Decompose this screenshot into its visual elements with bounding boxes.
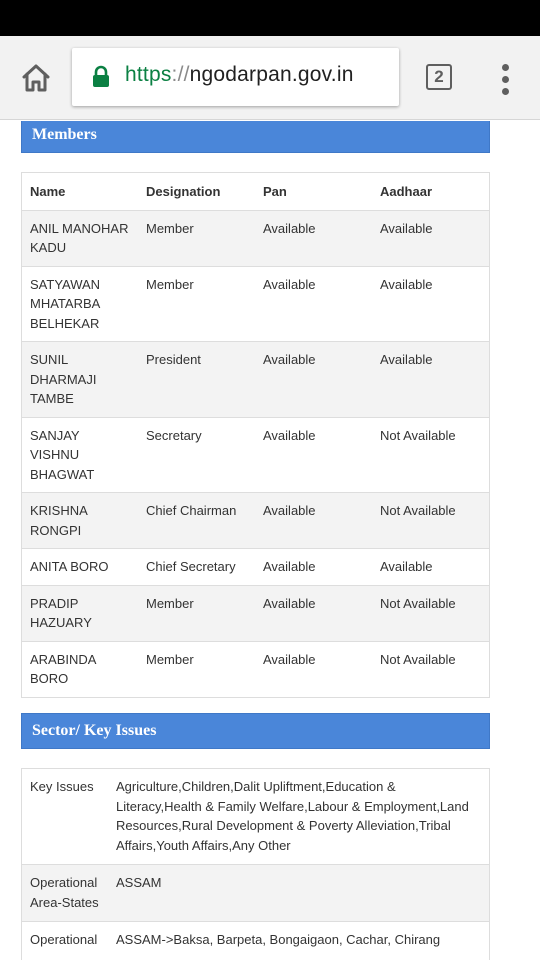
home-button[interactable]	[16, 58, 56, 98]
sector-value: ASSAM->Baksa, Barpeta, Bongaigaon, Cachar, Chirang	[108, 922, 489, 959]
table-row	[22, 210, 489, 266]
table-row	[22, 493, 489, 549]
table-row	[22, 865, 489, 922]
member-name: ANIL MANOHAR KADU	[22, 210, 138, 266]
sector-label: Key Issues	[30, 779, 94, 794]
members-table-box	[21, 172, 490, 698]
member-pan: Available	[255, 210, 372, 266]
member-name: SANJAY VISHNU BHAGWAT	[22, 417, 138, 493]
member-aadhaar: Not Available	[372, 641, 489, 697]
member-name: SATYAWAN MHATARBA BELHEKAR	[22, 266, 138, 342]
tab-count: 2	[426, 64, 452, 90]
member-pan: Available	[255, 417, 372, 493]
member-name: SUNIL DHARMAJI TAMBE	[22, 342, 138, 418]
sector-label: Operational	[22, 922, 108, 959]
page-content[interactable]	[0, 121, 540, 960]
member-pan: Available	[255, 493, 372, 549]
sector-table	[22, 769, 489, 959]
url-separator: ://	[171, 63, 190, 86]
member-name: ARABINDA BORO	[22, 641, 138, 697]
member-aadhaar: Not Available	[372, 585, 489, 641]
member-aadhaar: Available	[372, 210, 489, 266]
member-designation: Secretary	[138, 417, 255, 493]
member-designation: Member	[138, 641, 255, 697]
table-row	[22, 769, 489, 865]
table-row	[22, 641, 489, 697]
member-designation: Member	[138, 266, 255, 342]
members-header: Members	[21, 121, 490, 153]
member-designation: Chief Chairman	[138, 493, 255, 549]
url-host: ngodarpan.gov.in	[189, 63, 354, 86]
member-aadhaar: Available	[372, 266, 489, 342]
table-row	[22, 417, 489, 493]
lock-icon	[92, 65, 110, 87]
column-header-designation: Designation	[146, 184, 221, 199]
address-bar[interactable]	[72, 48, 399, 106]
table-row	[22, 585, 489, 641]
member-pan: Available	[255, 266, 372, 342]
member-aadhaar: Available	[372, 549, 489, 586]
overflow-menu-button[interactable]	[496, 62, 516, 96]
member-designation: Chief Secretary	[138, 549, 255, 586]
member-designation: Member	[138, 585, 255, 641]
column-header-pan: Pan	[263, 184, 287, 199]
status-bar	[0, 0, 540, 36]
table-row	[22, 549, 489, 586]
member-name: KRISHNA RONGPI	[22, 493, 138, 549]
member-name: PRADIP HAZUARY	[22, 585, 138, 641]
sector-key-issues-header: Sector/ Key Issues	[21, 713, 490, 749]
member-designation: President	[138, 342, 255, 418]
member-aadhaar: Not Available	[372, 417, 489, 493]
member-pan: Available	[255, 641, 372, 697]
members-table-header	[22, 173, 489, 210]
member-designation: Member	[138, 210, 255, 266]
browser-toolbar	[0, 36, 540, 120]
member-pan: Available	[255, 549, 372, 586]
sector-label: Operational Area-States	[22, 865, 108, 922]
member-aadhaar: Available	[372, 342, 489, 418]
members-table	[22, 173, 489, 697]
table-row	[22, 922, 489, 959]
sector-table-box	[21, 768, 490, 960]
sector-value: ASSAM	[108, 865, 489, 922]
member-pan: Available	[255, 342, 372, 418]
column-header-name: Name	[30, 184, 66, 199]
url-scheme: https	[125, 63, 172, 86]
tab-switcher-button[interactable]	[426, 64, 456, 94]
table-row	[22, 266, 489, 342]
url-text	[125, 63, 354, 87]
member-pan: Available	[255, 585, 372, 641]
member-name: ANITA BORO	[22, 549, 138, 586]
table-row	[22, 342, 489, 418]
sector-value: Agriculture,Children,Dalit Upliftment,Education & Literacy,Health & Family Welfare,Labour & Employment,Land Resources,Rural Development & Poverty Alleviation,Tribal Affairs,Youth Affairs,Any Other	[116, 779, 469, 853]
member-aadhaar: Not Available	[372, 493, 489, 549]
home-icon	[16, 58, 56, 98]
column-header-aadhaar: Aadhaar	[380, 184, 433, 199]
